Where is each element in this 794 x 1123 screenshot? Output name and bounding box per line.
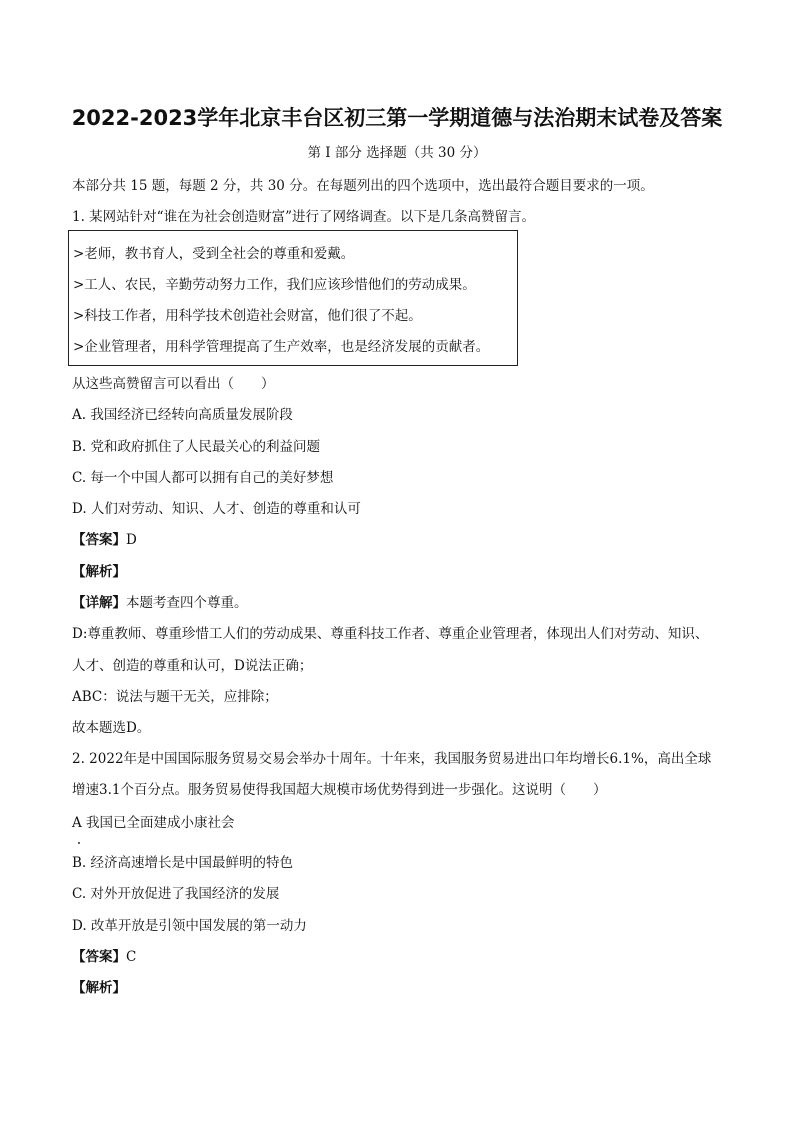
q1-quote-2: >工人、农民，辛勤劳动努力工作，我们应该珍惜他们的劳动成果。 — [73, 277, 476, 293]
q2-analysis-label — [72, 978, 126, 998]
q1-detail-text: 本题考查四个尊重。 — [126, 595, 248, 611]
q1-option-b: B. 党和政府抓住了人民最关心的利益问题 — [72, 439, 321, 455]
q2-option-d: D. 改革开放是引领中国发展的第一动力 — [72, 918, 307, 934]
q1-quote-1: >老师，教书育人，受到全社会的尊重和爱戴。 — [73, 246, 355, 262]
q2-answer-label: 【答案】 — [72, 949, 126, 965]
q1-quote-3: >科技工作者，用科学技术创造社会财富，他们很了不起。 — [73, 308, 422, 324]
q1-answer-label: 【答案】 — [72, 532, 126, 548]
q1-explanation-4: 故本题选D。 — [72, 720, 151, 736]
instructions-text: 本部分共 15 题，每题 2 分，共 30 分。在每题列出的四个选项中，选出最符合题目要求的一项。 — [72, 178, 654, 194]
q2-analysis-tag: 【解析】 — [72, 980, 126, 996]
q2-stem-1: 2. 2022年是中国国际服务贸易交易会举办十周年。十年来，我国服务贸易进出口年均增长6.1%，高出全球 — [72, 751, 712, 767]
q1-analysis-tag: 【解析】 — [72, 564, 126, 580]
q1-explanation-3: ABC：说法与题干无关，应排除； — [72, 689, 278, 705]
q1-detail-label: 【详解】 — [72, 595, 126, 611]
q1-answer — [72, 530, 137, 550]
q1-option-c: C. 每一个中国人都可以拥有自己的美好梦想 — [72, 470, 334, 486]
q1-option-a: A. 我国经济已经转向高质量发展阶段 — [72, 407, 293, 423]
q1-answer-value: D — [126, 532, 137, 548]
q2-stem-2: 增速3.1个百分点。服务贸易使得我国超大规模市场优势得到进一步强化。这说明（ ） — [72, 782, 607, 798]
q1-detail — [72, 593, 248, 613]
q2-option-b: B. 经济高速增长是中国最鲜明的特色 — [72, 855, 294, 871]
q2-answer-value: C — [126, 949, 137, 965]
q1-explanation-2: 人才、创造的尊重和认可，D说法正确； — [72, 658, 313, 674]
q1-quote-box — [68, 230, 518, 366]
q1-option-d: D. 人们对劳动、知识、人才、创造的尊重和认可 — [72, 501, 361, 517]
stray-dot — [78, 842, 80, 844]
q1-quote-4: >企业管理者，用科学管理提高了生产效率，也是经济发展的贡献者。 — [73, 339, 490, 355]
page-title: 2022-2023学年北京丰台区初三第一学期道德与法治期末试卷及答案 — [71, 106, 723, 130]
q2-option-a: A 我国已全面建成小康社会 — [72, 815, 235, 831]
q1-question: 从这些高赞留言可以看出（ ） — [72, 376, 275, 392]
q1-stem: 1. 某网站针对“谁在为社会创造财富”进行了网络调查。以下是几条高赞留言。 — [72, 209, 535, 225]
q2-answer — [72, 947, 136, 967]
q1-analysis-label — [72, 562, 126, 582]
q1-explanation-1: D:尊重教师、尊重珍惜工人们的劳动成果、尊重科技工作者、尊重企业管理者，体现出人们对劳动、知识、 — [72, 626, 709, 642]
section-heading: 第 I 部分 选择题（共 30 分） — [307, 145, 487, 161]
q2-option-c: C. 对外开放促进了我国经济的发展 — [72, 886, 280, 902]
